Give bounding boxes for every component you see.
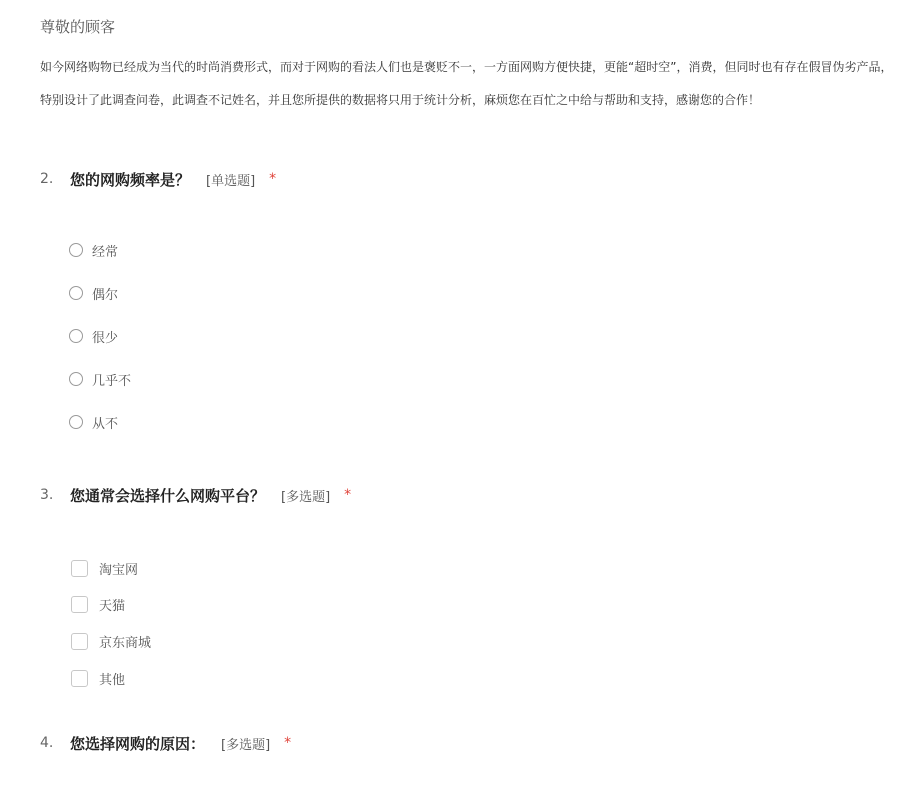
- option-label: 从不: [92, 416, 119, 432]
- question-number: 2.: [40, 171, 54, 187]
- option-label: 淘宝网: [99, 562, 139, 578]
- question-4-header: [40, 731, 291, 755]
- option-checkbox-tmall[interactable]: [69, 594, 125, 614]
- option-radio-often[interactable]: [69, 240, 118, 260]
- option-label: 经常: [92, 244, 119, 260]
- survey-greeting: 尊敬的顾客: [40, 18, 116, 36]
- option-radio-occasionally[interactable]: [69, 283, 118, 303]
- option-checkbox-jd[interactable]: [69, 631, 151, 651]
- option-checkbox-other[interactable]: [69, 668, 125, 688]
- question-type-label: [单选题]: [206, 173, 256, 189]
- option-radio-almost-never[interactable]: [69, 369, 131, 389]
- option-label: 偶尔: [92, 287, 119, 303]
- question-number: 3.: [40, 487, 54, 503]
- question-number: 4.: [40, 735, 54, 751]
- option-label: 天猫: [99, 598, 126, 614]
- option-label: 很少: [92, 330, 119, 346]
- option-label: 其他: [99, 672, 126, 688]
- radio-button[interactable]: [69, 286, 83, 300]
- option-label: 几乎不: [92, 373, 132, 389]
- survey-intro-line-2: 特别设计了此调查问卷，此调查不记姓名，并且您所提供的数据将只用于统计分析，麻烦您在百忙之中给与帮助和支持，感谢您的合作！: [40, 93, 761, 107]
- radio-button[interactable]: [69, 415, 83, 429]
- checkbox[interactable]: [71, 596, 88, 613]
- required-marker: *: [284, 735, 292, 751]
- radio-button[interactable]: [69, 243, 83, 257]
- question-type-label: [多选题]: [221, 737, 271, 753]
- survey-intro-line-1: 如今网络购物已经成为当代的时尚消费形式，而对于网购的看法人们也是褒贬不一，一方面网购方便快捷，更能“超时空”，消费，但同时也有存在假冒伪劣产品，: [40, 60, 893, 74]
- checkbox[interactable]: [71, 670, 88, 687]
- option-checkbox-taobao[interactable]: [69, 558, 138, 578]
- checkbox[interactable]: [71, 633, 88, 650]
- question-type-label: [多选题]: [281, 489, 331, 505]
- radio-button[interactable]: [69, 329, 83, 343]
- option-radio-rarely[interactable]: [69, 326, 118, 346]
- question-2-header: [40, 167, 276, 191]
- question-title: 您的网购频率是？: [70, 170, 191, 189]
- question-3-header: [40, 483, 351, 507]
- required-marker: *: [344, 487, 352, 503]
- option-radio-never[interactable]: [69, 412, 118, 432]
- question-title: 您通常会选择什么网购平台？: [70, 486, 266, 505]
- required-marker: *: [269, 171, 277, 187]
- checkbox[interactable]: [71, 560, 88, 577]
- option-label: 京东商城: [99, 635, 152, 651]
- radio-button[interactable]: [69, 372, 83, 386]
- question-title: 您选择网购的原因：: [70, 734, 206, 753]
